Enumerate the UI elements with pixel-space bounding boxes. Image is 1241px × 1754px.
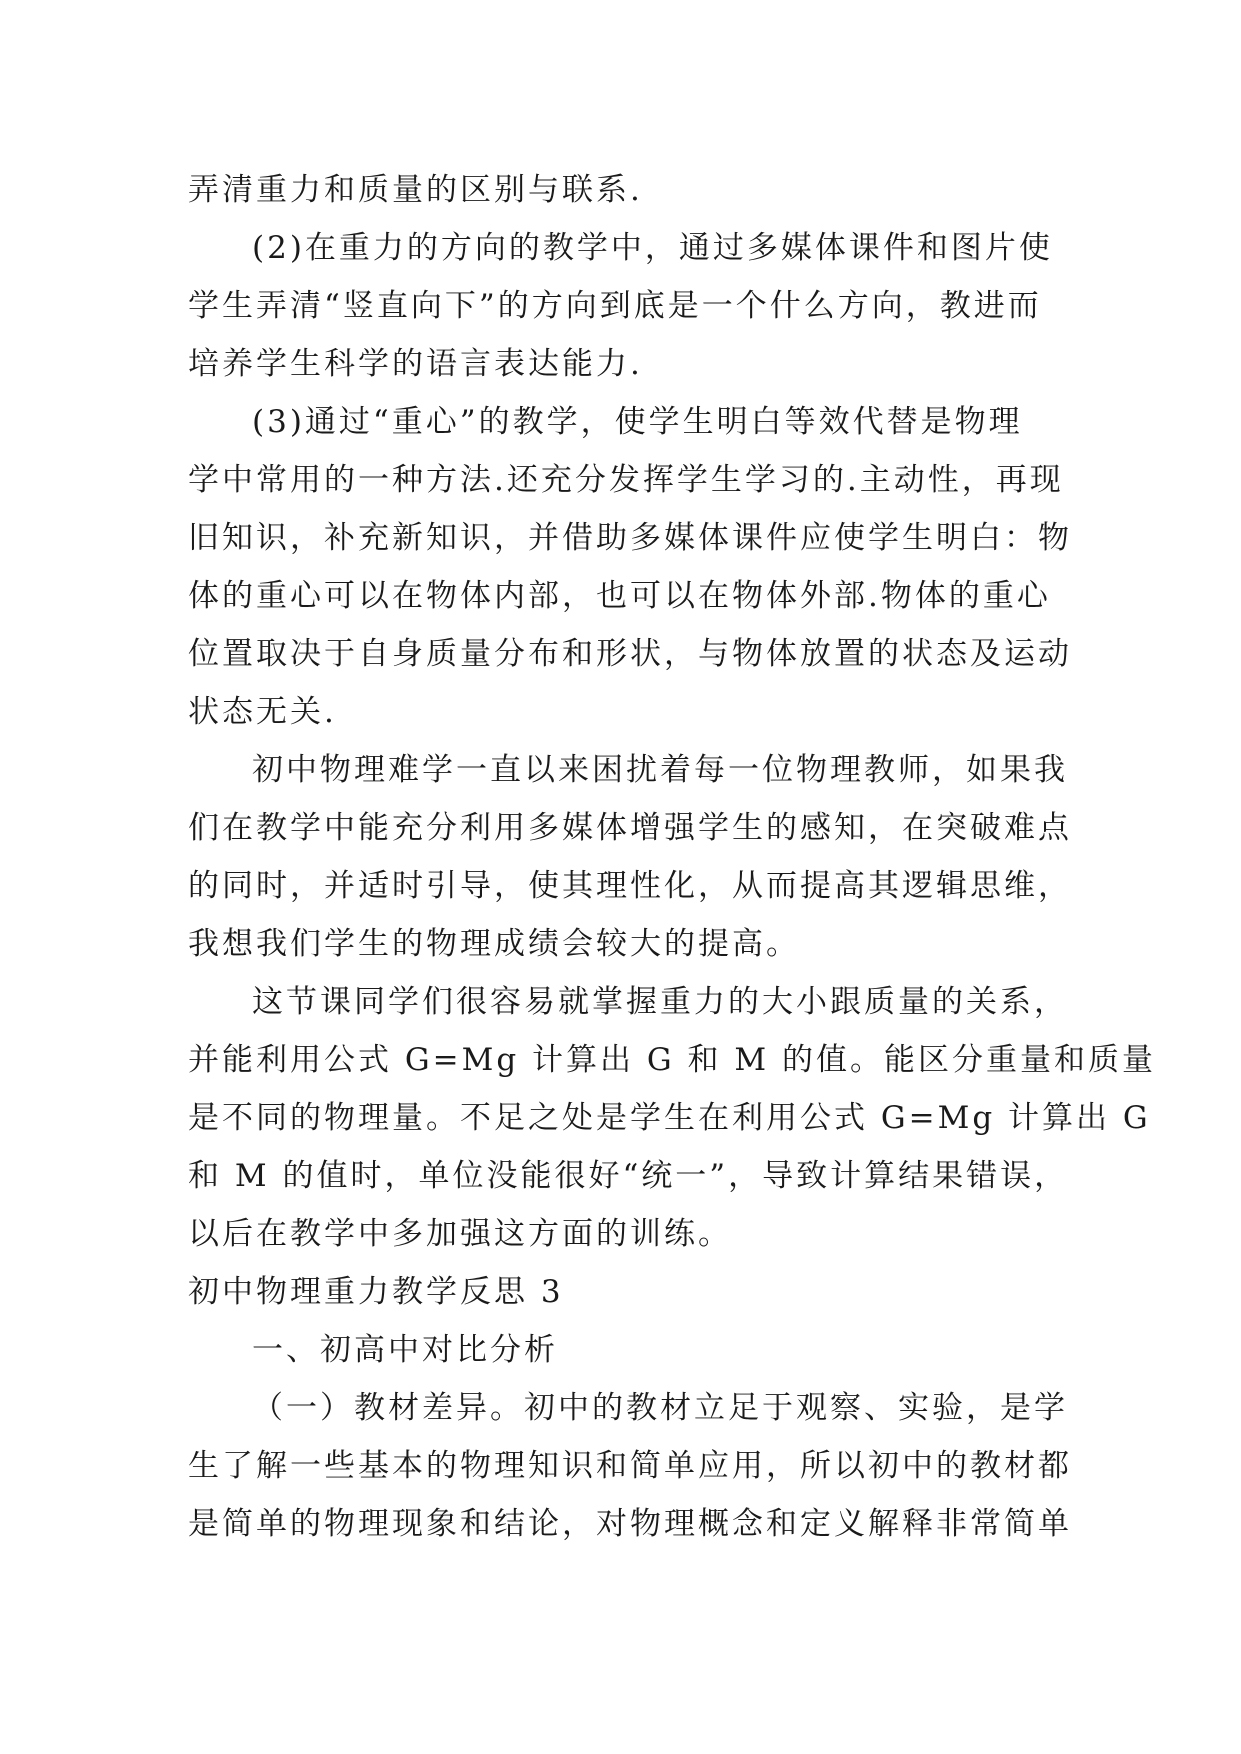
text-line: 并能利用公式 G=Mg 计算出 G 和 M 的值。能区分重量和质量 [188, 1042, 1156, 1078]
text-line: 学中常用的一种方法.还充分发挥学生学习的.主动性，再现 [188, 462, 1064, 498]
text-line: 是不同的物理量。不足之处是学生在利用公式 G=Mg 计算出 G [188, 1100, 1151, 1136]
text-line: 学生弄清“竖直向下”的方向到底是一个什么方向，教进而 [188, 288, 1042, 324]
text-line: 们在教学中能充分利用多媒体增强学生的感知，在突破难点 [188, 810, 1072, 846]
text-line: 体的重心可以在物体内部，也可以在物体外部.物体的重心 [188, 578, 1051, 614]
text-line: 位置取决于自身质量分布和形状，与物体放置的状态及运动 [188, 636, 1072, 672]
text-line: 状态无关. [188, 694, 337, 730]
text-line: （一）教材差异。初中的教材立足于观察、实验，是学 [252, 1390, 1068, 1426]
text-line: 生了解一些基本的物理知识和简单应用，所以初中的教材都 [188, 1448, 1072, 1484]
text-line: (2)在重力的方向的教学中，通过多媒体课件和图片使 [252, 230, 1053, 266]
subsection-heading: 一、初高中对比分析 [252, 1332, 558, 1368]
text-line: 和 M 的值时，单位没能很好“统一”，导致计算结果错误， [188, 1158, 1069, 1194]
body-text [188, 161, 1156, 1553]
text-line: 初中物理难学一直以来困扰着每一位物理教师，如果我 [252, 752, 1068, 788]
text-line: (3)通过“重心”的教学，使学生明白等效代替是物理 [252, 404, 1023, 440]
text-line: 我想我们学生的物理成绩会较大的提高。 [188, 926, 800, 962]
text-line: 以后在教学中多加强这方面的训练。 [188, 1216, 732, 1252]
section-heading: 初中物理重力教学反思 3 [188, 1274, 564, 1310]
text-line: 的同时，并适时引导，使其理性化，从而提高其逻辑思维， [188, 868, 1072, 904]
text-line: 这节课同学们很容易就掌握重力的大小跟质量的关系， [252, 984, 1068, 1020]
text-line: 培养学生科学的语言表达能力. [188, 346, 643, 382]
text-line: 旧知识，补充新知识，并借助多媒体课件应使学生明白：物 [188, 520, 1072, 556]
text-line: 是简单的物理现象和结论，对物理概念和定义解释非常简单 [188, 1506, 1072, 1542]
text-line: 弄清重力和质量的区别与联系. [188, 172, 643, 208]
